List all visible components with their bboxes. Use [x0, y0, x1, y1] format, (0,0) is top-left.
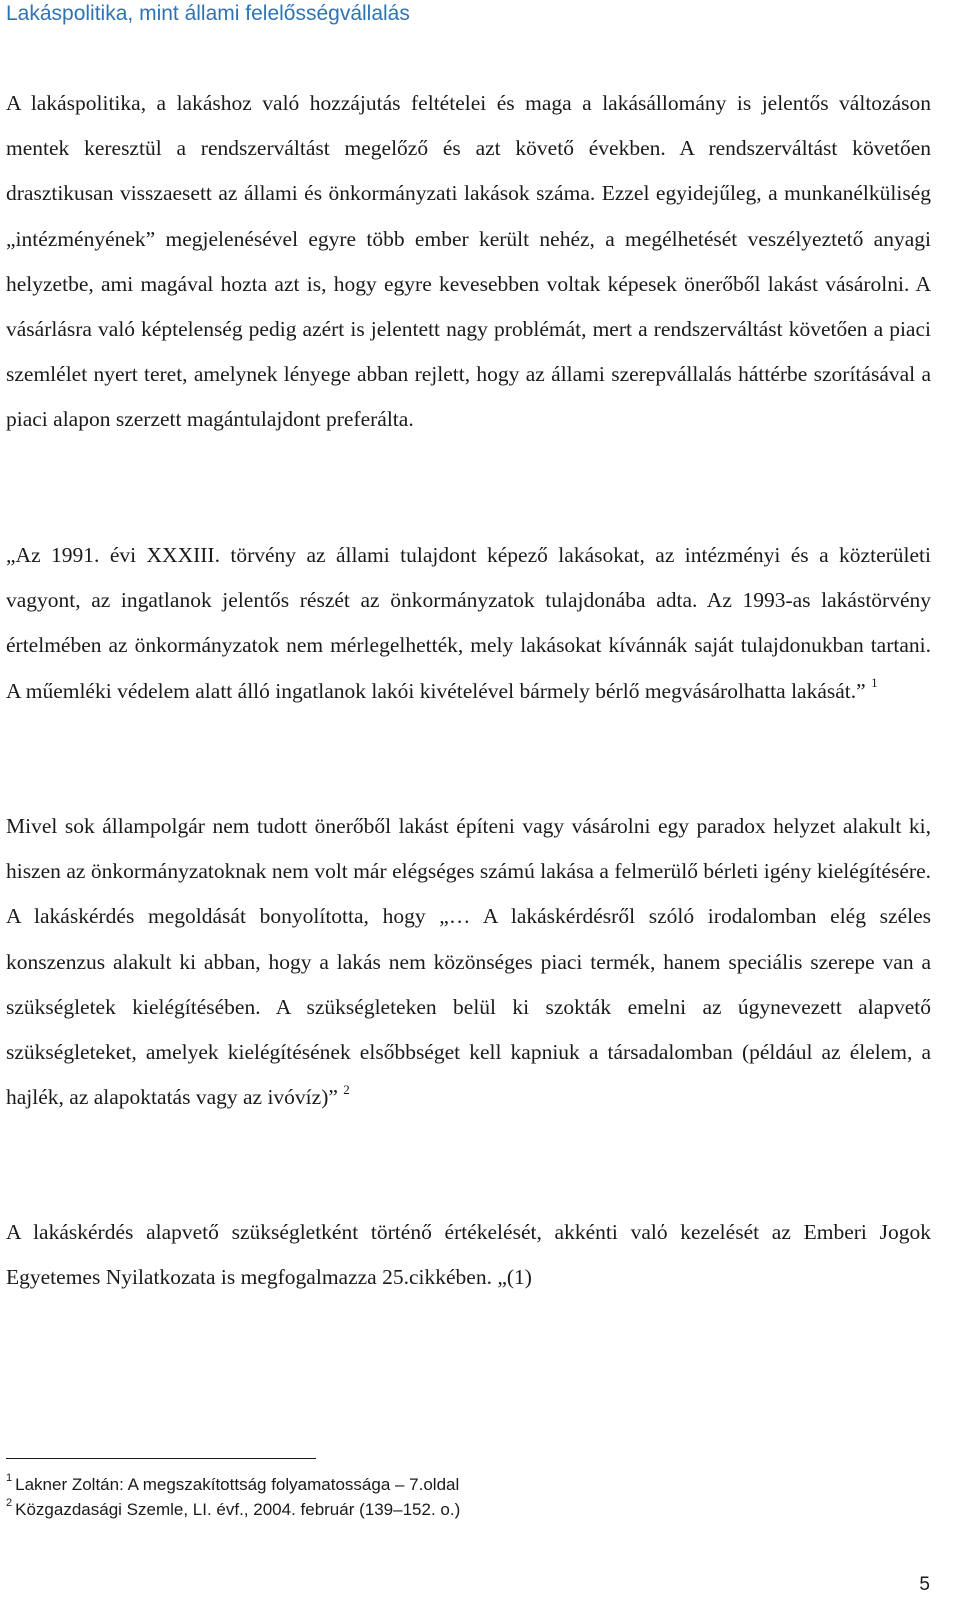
footnote-separator — [6, 1458, 316, 1459]
footnote-2 — [6, 1498, 460, 1522]
footnote-reference[interactable]: 2 — [343, 1082, 350, 1098]
paragraph-text: Mivel sok állampolgár nem tudott önerőből lakást építeni vagy vásárolni egy paradox helyzet alakult ki, hiszen az önkormányzatoknak nem volt már elégséges számú lakása a felmerülő bérleti igény kielégítésére. A lakáskérdés megoldását bonyolította, hogy „… A lakáskérdésről szóló irodalomban elég széles konszenzus alakult ki abban, hogy a lakás nem közönséges piaci termék, hanem speciális szerepe van a szükségletek kielégítésében. A szükségleteken belül ki szokták emelni az úgynevezett alapvető szükségleteket, amelyek kielégítésének elsőbbséget kell kapniuk a társadalomban (például az élelem, a hajlék, az alapoktatás vagy az ivóvíz)” — [6, 814, 931, 1110]
paragraph-law-quote — [6, 533, 931, 714]
footnote-number: 2 — [6, 1497, 13, 1510]
paragraph-housing-policy — [6, 81, 931, 443]
paragraph-text: „Az 1991. évi XXXIII. törvény az állami tulajdont képező lakásokat, az intézményi és a közterületi vagyont, az ingatlanok jelentős részét az önkormányzatok tulajdonába adta. Az 1993-as lakástörvény értelmében az önkormányzatok nem mérlegelhették, mely lakásokat kívánnák saját tulajdonukban tartani. A műemléki védelem alatt álló ingatlanok lakói kivételével bármely bérlő megvásárolhatta lakását.” — [6, 543, 931, 703]
footnote-text: Közgazdasági Szemle, LI. évf., 2004. február (139–152. o.) — [15, 1500, 461, 1519]
footnote-1 — [6, 1473, 459, 1497]
paragraph-text: A lakáskérdés alapvető szükségletként történő értékelését, akkénti valό kezelését az Emberi Jogok Egyetemes Nyilatkozata is megfogalmazza 25.cikkében. „(1) — [6, 1220, 931, 1290]
paragraph-text: A lakáspolitika, a lakáshoz való hozzájutás feltételei és maga a lakásállomány is jelentős változáson mentek keresztül a rendszerváltást megelőző és azt követő években. A rendszerváltást követően drasztikusan visszaesett az állami és önkormányzati lakások száma. Ezzel egyidejűleg, a munkanélküliség „intézményének” megjelenésével egyre több ember került nehéz, a megélhetését veszélyeztető anyagi helyzetbe, ami magával hozta azt is, hogy egyre kevesebben voltak képesek önerőből lakást vásárolni. A vásárlásra való képtelenség pedig azért is jelentett nagy problémát, mert a rendszerváltást követően a piaci szemlélet nyert teret, amelynek lényege abban rejlett, hogy az állami szerepvállalás háttérbe szorításával a piaci alapon szerzett magántulajdont preferálta. — [6, 91, 931, 432]
page-number: 5 — [919, 1574, 930, 1595]
paragraph-paradox — [6, 804, 931, 1120]
footnote-reference[interactable]: 1 — [871, 675, 878, 691]
paragraph-human-rights — [6, 1210, 931, 1300]
footnote-number: 1 — [6, 1472, 13, 1485]
footnote-text: Lakner Zoltán: A megszakítottság folyamatossága – 7.oldal — [15, 1475, 460, 1494]
section-heading: Lakáspolitika, mint állami felelősségvállalás — [6, 2, 410, 25]
